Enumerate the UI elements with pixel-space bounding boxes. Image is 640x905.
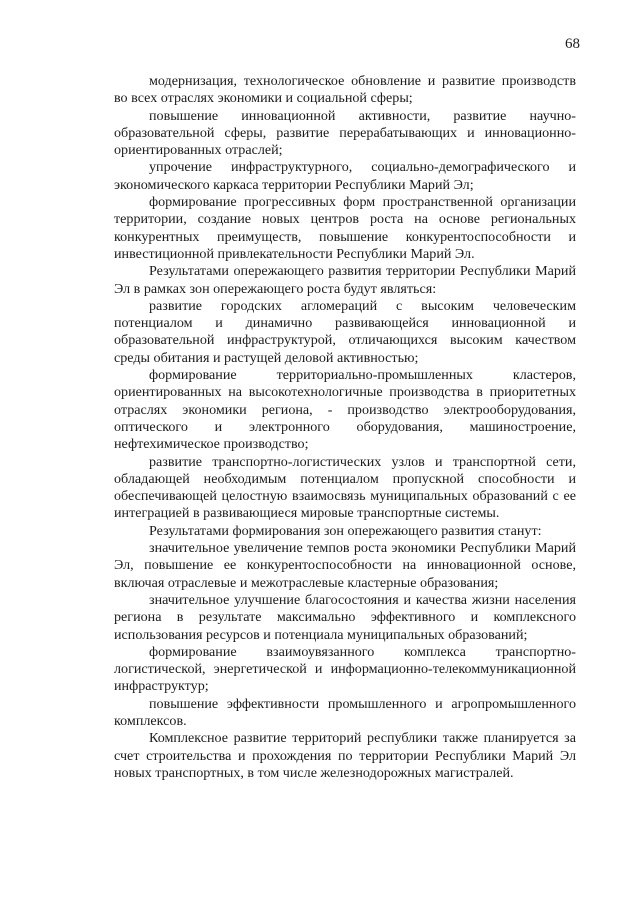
paragraph-8: развитие транспортно-логистических узлов и транспортной сети, обладающей необходимым потенциалом пропускной способности и обеспечивающей целостную взаимосвязь муниципальных образований с ее интеграцией в развивающиеся мировые транспортные системы. — [114, 453, 576, 522]
paragraph-7: формирование территориально-промышленных кластеров, ориентированных на высокотехнологичные производства в приоритетных отраслях экономики региона, - производство электрооборудования, оптического и электронного оборудования, машиностроение, нефтехимическое производство; — [114, 367, 576, 453]
paragraph-14: Комплексное развитие территорий республики также планируется за счет строительства и прохождения по территории Республики Марий Эл новых транспортных, в том числе железнодорожных магистралей. — [114, 730, 576, 781]
paragraph-2: повышение инновационной активности, развитие научно-образовательной сферы, развитие перерабатывающих и инновационно-ориентированных отраслей; — [114, 107, 576, 159]
paragraph-1: модернизация, технологическое обновление и развитие производств во всех отраслях экономики и социальной сферы; — [114, 73, 576, 107]
paragraph-4: формирование прогрессивных форм пространственной организации территории, создание новых центров роста на основе региональных конкурентных преимуществ, повышение конкурентоспособности и инвестиционной привлекательности Республики Марий Эл. — [114, 194, 576, 262]
paragraph-5: Результатами опережающего развития территории Республики Марий Эл в рамках зон опережающего роста будут являться: — [114, 263, 576, 297]
paragraph-6: развитие городских агломераций с высоким человеческим потенциалом и динамично развивающейся инновационной и образовательной инфраструктурой, отличающихся высоким качеством среды обитания и растущей деловой активностью; — [114, 297, 576, 366]
paragraph-3: упрочение инфраструктурного, социально-демографического и экономического каркаса территории Республики Марий Эл; — [114, 159, 576, 193]
paragraph-11: значительное улучшение благосостояния и качества жизни населения региона в результате максимально эффективного и комплексного использования ресурсов и потенциала муниципальных образований; — [114, 591, 576, 643]
paragraph-12: формирование взаимоувязанного комплекса транспортно-логистической, энергетической и информационно-телекоммуникационной инфраструктур; — [114, 643, 576, 695]
paragraph-10: значительное увеличение темпов роста экономики Республики Марий Эл, повышение ее конкурентоспособности на инновационной основе, включая отраслевые и межотраслевые кластерные образования; — [114, 540, 576, 591]
paragraph-13: повышение эффективности промышленного и агропромышленного комплексов. — [114, 695, 576, 729]
page-number: 68 — [565, 36, 580, 52]
document-body — [114, 73, 576, 782]
paragraph-9: Результатами формирования зон опережающего развития станут: — [149, 522, 542, 539]
